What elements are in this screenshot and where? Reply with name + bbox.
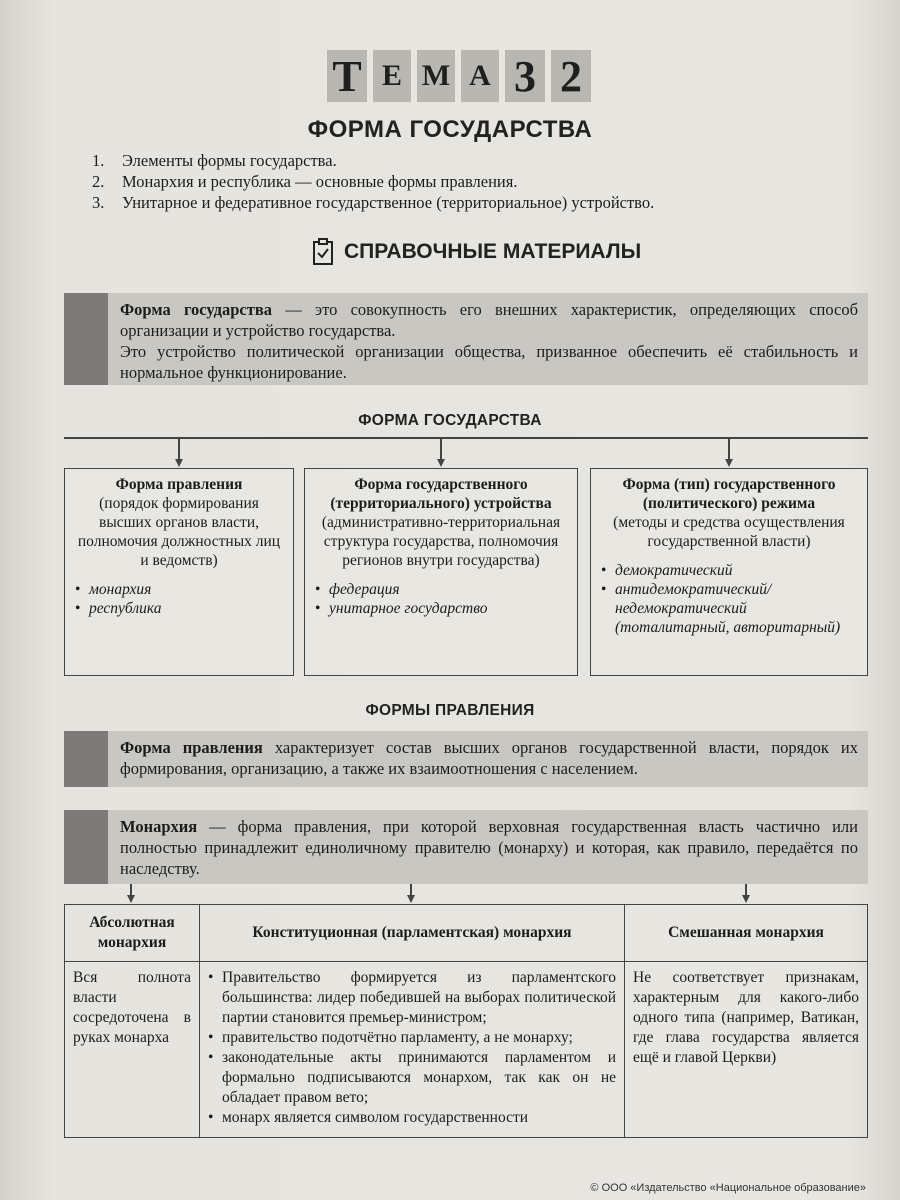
outline-item	[92, 192, 654, 213]
box-list-item: • федерация	[315, 580, 567, 599]
arrow-down-icon	[127, 895, 135, 903]
box-description: (методы и средства осуществления государственной власти)	[613, 514, 845, 550]
topic-letter: Т	[327, 50, 367, 102]
diagram-box-regime-form	[590, 468, 868, 676]
diagram-connector	[64, 437, 868, 439]
list-item: • монарх является символом государственности	[208, 1108, 616, 1128]
outline-text: Монархия и республика — основные формы правления.	[122, 172, 518, 191]
definition-term: Монархия	[120, 817, 198, 836]
diagram-connector	[728, 437, 730, 459]
list-item: • Правительство формируется из парламентского большинства: лидер победившей на выборах политической партии становится премьер-министром;	[208, 968, 616, 1028]
box-list-item: • монархия	[75, 580, 283, 599]
box-list-item: • унитарное государство	[315, 599, 567, 618]
cell-constitutional	[200, 962, 625, 1138]
page-title: ФОРМА ГОСУДАРСТВА	[307, 116, 593, 143]
box-list	[601, 561, 857, 637]
topic-number-digit: 2	[551, 50, 591, 102]
box-title: Форма правления	[115, 476, 243, 493]
box-list-item: • антидемократический/ недемократический (тоталитарный, авторитарный)	[601, 580, 857, 637]
diagram-connector	[440, 437, 442, 459]
topic-letter: Е	[373, 50, 411, 102]
cell-mixed: Не соответствует признакам, характерным для какого-либо одного типа (например, Ватикан, где глава государства является ещё и главой Церкви)	[625, 962, 868, 1138]
topic-outline	[92, 150, 654, 213]
publisher-footer: © ООО «Издательство «Национальное образование»	[590, 1182, 866, 1194]
outline-text: Элементы формы государства.	[122, 151, 337, 170]
arrow-down-icon	[437, 459, 445, 467]
constitutional-list	[208, 968, 616, 1128]
forms-section-title: ФОРМЫ ПРАВЛЕНИЯ	[365, 702, 535, 719]
cell-absolute: Вся полнота власти сосредоточена в руках монарха	[65, 962, 200, 1138]
definition-text: — форма правления, при которой верховная государственная власть частично или полностью принадлежит единоличному правителю (монарху) и которая, как правило, передаётся по наследству.	[120, 817, 858, 878]
outline-item	[92, 171, 654, 192]
topic-letter: М	[417, 50, 455, 102]
outline-number: 3.	[92, 193, 105, 212]
definition-government-form	[64, 731, 868, 787]
outline-number: 1.	[92, 151, 105, 170]
table-header-absolute: Абсолютная монархия	[65, 905, 200, 962]
topic-number-digit: 3	[505, 50, 545, 102]
table-row	[65, 962, 868, 1138]
definition-state-form	[64, 293, 868, 385]
reference-heading-text: СПРАВОЧНЫЕ МАТЕРИАЛЫ	[344, 240, 642, 263]
monarchy-types-table	[64, 904, 868, 1138]
arrow-down-icon	[742, 895, 750, 903]
box-list	[75, 580, 283, 618]
definition-marker	[64, 731, 108, 787]
box-list-item: • республика	[75, 599, 283, 618]
box-list-item: • демократический	[601, 561, 857, 580]
topic-letter: А	[461, 50, 499, 102]
table-header-row	[65, 905, 868, 962]
arrow-down-icon	[725, 459, 733, 467]
definition-text: характеризует состав высших органов государственной власти, порядок их формирования, организацию, а также их взаимоотношения с населением.	[120, 738, 858, 778]
table-header-mixed: Смешанная монархия	[625, 905, 868, 962]
definition-monarchy	[64, 810, 868, 884]
definition-term: Форма правления	[120, 738, 263, 757]
box-description: (административно-территориальная структура государства, полномочия регионов внутри государства)	[321, 514, 561, 569]
topic-badge	[327, 50, 591, 102]
clipboard-check-icon	[312, 238, 334, 266]
diagram-title: ФОРМА ГОСУДАРСТВА	[358, 412, 542, 429]
box-list	[315, 580, 567, 618]
outline-text: Унитарное и федеративное государственное (территориальное) устройство.	[122, 193, 655, 212]
diagram-box-territorial-form	[304, 468, 578, 676]
arrow-down-icon	[175, 459, 183, 467]
outline-number: 2.	[92, 172, 105, 191]
diagram-box-government-form	[64, 468, 294, 676]
box-title: Форма (тип) государственного (политического) режима	[622, 476, 836, 512]
diagram-connector	[178, 437, 180, 459]
box-title: Форма государственного (территориального) устройства	[330, 476, 552, 512]
table-header-constitutional: Конституционная (парламентская) монархия	[200, 905, 625, 962]
reference-heading	[312, 238, 641, 266]
outline-item	[92, 150, 654, 171]
definition-text: Это устройство политической организации общества, призванное обеспечить её стабильность и нормальное функционирование.	[120, 342, 858, 382]
definition-marker	[64, 293, 108, 385]
definition-marker	[64, 810, 108, 884]
box-description: (порядок формирования высших органов власти, полномочия должностных лиц и ведомств)	[77, 495, 281, 569]
list-item: • правительство подотчётно парламенту, а не монарху;	[208, 1028, 616, 1048]
definition-term: Форма государства	[120, 300, 272, 319]
arrow-down-icon	[407, 895, 415, 903]
list-item: • законодательные акты принимаются парламентом и формально подписываются монархом, так как он не обладает правом вето;	[208, 1048, 616, 1108]
definition-text: — это совокупность его внешних характеристик, определяющих способ организации и устройство государства.	[120, 300, 858, 340]
